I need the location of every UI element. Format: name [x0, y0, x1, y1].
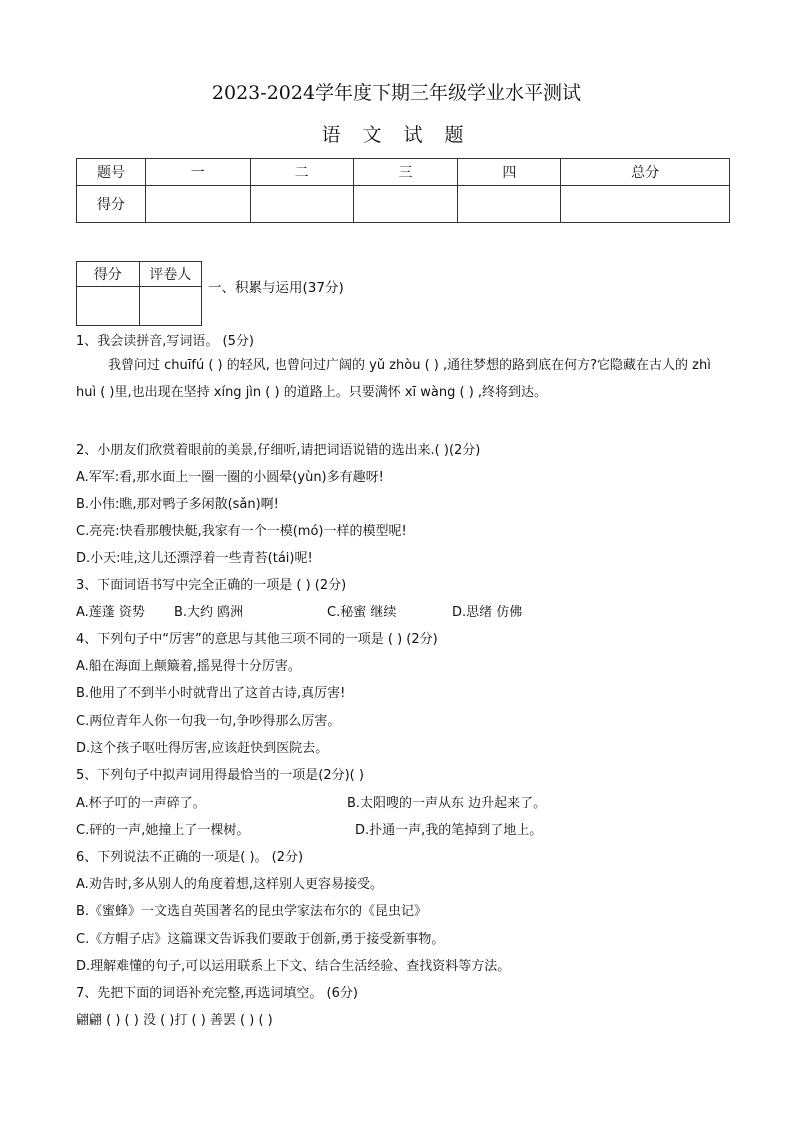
question-3-stem: 3、下面词语书写中完全正确的一项是 ( ) (2分): [76, 578, 347, 593]
grader-table-header: 评卷人: [139, 262, 202, 287]
question-3-option-d: D.思绪 仿佛: [452, 605, 523, 620]
question-6-option-b: B.《蜜蜂》一文选自英国著名的昆虫学家法布尔的《昆虫记》: [76, 904, 428, 919]
score-table-header: 四: [458, 159, 561, 186]
exam-title: 2023-2024学年度下期三年级学业水平测试: [211, 82, 582, 104]
question-4-option-a: A.船在海面上颠簸着,摇晃得十分厉害。: [76, 659, 301, 674]
score-cell[interactable]: [250, 186, 353, 223]
question-2-option-b: B.小伟:瞧,那对鸭子多闲散(sǎn)啊!: [76, 497, 279, 512]
question-5-option-c: C.砰的一声,她撞上了一棵树。: [76, 823, 250, 838]
question-4-option-d: D.这个孩子呕吐得厉害,应该赶快到医院去。: [76, 741, 329, 756]
grader-table-header-row: [77, 262, 202, 287]
score-cell[interactable]: [561, 186, 730, 223]
score-cell[interactable]: [458, 186, 561, 223]
score-table-header: 二: [250, 159, 353, 186]
score-table-header: 一: [145, 159, 250, 186]
grader-name-cell[interactable]: [139, 287, 202, 326]
score-table-score-row: [77, 186, 730, 223]
grader-score-cell[interactable]: [77, 287, 140, 326]
question-1-passage: 我曾问过 chuīfú ( ) 的轻风, 也曾问过广阔的 yǔ zhòu ( ) ,通往梦想的路到底在何方?它隐藏在古人的 zhì huì ( )里,也出现在坚持 xíng jìn ( ) 的道路上。只要满怀 xī wàng ( ) ,终将到达。: [76, 358, 711, 400]
score-table-header: 题号: [77, 159, 146, 186]
question-3-option-c: C.秘蜜 继续: [327, 605, 397, 620]
question-3-option-a: A.莲蓬 资势: [76, 605, 145, 620]
question-3-option-b: B.大约 鸥洲: [174, 605, 244, 620]
question-4-option-c: C.两位青年人你一句我一句,争吵得那么厉害。: [76, 714, 341, 729]
question-6-option-d: D.理解难懂的句子,可以运用联系上下文、结合生活经验、查找资料等方法。: [76, 959, 511, 974]
score-cell[interactable]: [145, 186, 250, 223]
grader-table: [76, 261, 202, 326]
score-cell[interactable]: [353, 186, 458, 223]
score-table-header: 三: [353, 159, 458, 186]
score-table-header: 总分: [561, 159, 730, 186]
question-2-option-a: A.军军:看,那水面上一圈一圈的小圆晕(yùn)多有趣呀!: [76, 470, 384, 485]
score-table: [76, 158, 730, 223]
question-2-option-c: C.亮亮:快看那艘快艇,我家有一个一模(mó)一样的模型呢!: [76, 524, 407, 539]
question-5-stem: 5、下列句子中拟声词用得最恰当的一项是(2分)( ): [76, 768, 364, 783]
score-table-header-row: [77, 159, 730, 186]
score-row-label: 得分: [77, 186, 146, 223]
grader-table-header: 得分: [77, 262, 140, 287]
question-2-option-d: D.小天:哇,这儿还漂浮着一些青苔(tái)呢!: [76, 551, 313, 566]
question-6-stem: 6、下列说法不正确的一项是( )。 (2分): [76, 850, 304, 865]
question-5-option-a: A.杯子叮的一声碎了。: [76, 796, 206, 811]
question-1-stem: 1、我会读拼音,写词语。 (5分): [76, 334, 254, 349]
question-4-option-b: B.他用了不到半小时就背出了这首古诗,真厉害!: [76, 686, 346, 701]
question-5-option-b: B.太阳嗖的一声从东 边升起来了。: [347, 796, 547, 811]
question-2-stem: 2、小朋友们欣赏着眼前的美景,仔细听,请把词语说错的选出来.( )(2分): [76, 443, 481, 458]
question-7-fill-line: 翩翩 ( ) ( ) 没 ( )打 ( ) 善罢 ( ) ( ): [76, 1013, 273, 1028]
question-4-stem: 4、下列句子中“厉害”的意思与其他三项不同的一项是 ( ) (2分): [76, 632, 438, 647]
question-5-option-d: D.扑通一声,我的笔掉到了地上。: [355, 823, 543, 838]
exam-subtitle: 语 文 试 题: [321, 124, 472, 146]
question-6-option-c: C.《方帽子店》这篇课文告诉我们要敢于创新,勇于接受新事物。: [76, 932, 445, 947]
section-title: 一、积累与运用(37分): [208, 280, 344, 296]
question-6-option-a: A.劝告时,多从别人的角度着想,这样别人更容易接受。: [76, 877, 384, 892]
question-7-stem: 7、先把下面的词语补充完整,再选词填空。 (6分): [76, 986, 358, 1001]
grader-table-row: [77, 287, 202, 326]
